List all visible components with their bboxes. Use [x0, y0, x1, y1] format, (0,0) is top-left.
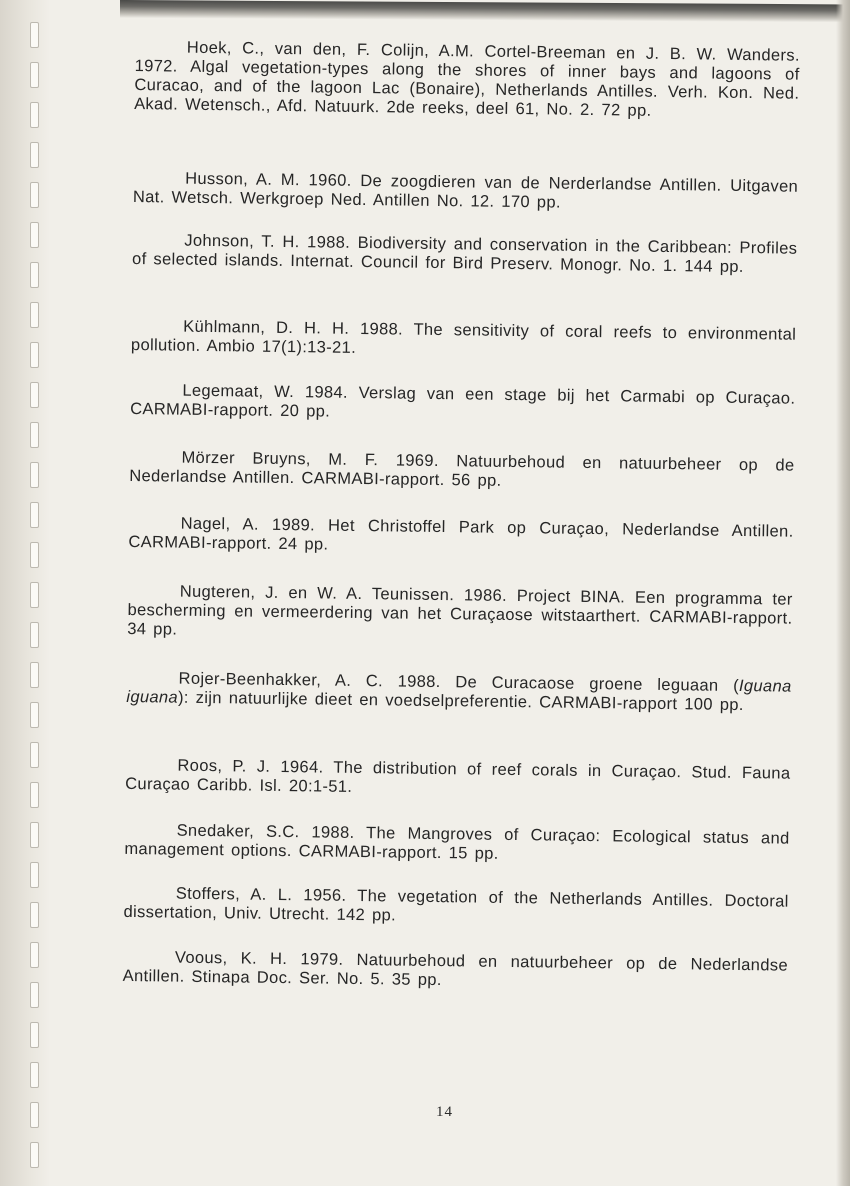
binding-ring	[30, 542, 39, 568]
binding-ring	[30, 622, 39, 648]
binding-ring	[30, 742, 39, 768]
reference-entry: Hoek, C., van den, F. Colijn, A.M. Cortel-Breeman en J. B. W. Wanders. 1972. Algal vegetation-types along the shores of inner bays and lagoons of Curacao, and of the lagoon Lac (Bonaire), Netherlands Antilles. Verh. Kon. Ned. Akad. Wetensch., Afd. Natuurk. 2de reeks, deel 61, No. 2. 72 pp.	[134, 38, 800, 120]
binding-ring	[30, 182, 39, 208]
binding-ring	[30, 662, 39, 688]
reference-entry	[126, 669, 791, 716]
reference-entry: Nugteren, J. en W. A. Teunissen. 1986. Project BINA. Een programma ter bescherming en vermeerdering van het Curaçaose witstaarthert. CARMABI-rapport. 34 pp.	[127, 582, 793, 639]
binding-ring	[30, 102, 39, 128]
reference-entry: Roos, P. J. 1964. The distribution of reef corals in Curaçao. Stud. Fauna Curaçao Caribb. Isl. 20:1-51.	[125, 756, 791, 796]
species-name: Iguana iguana	[126, 676, 792, 707]
reference-entry: Husson, A. M. 1960. De zoogdieren van de Nerderlandse Antillen. Uitgaven Nat. Wetsch. Werkgroep Ned. Antillen No. 12. 170 pp.	[132, 169, 799, 212]
reference-entry: Mörzer Bruyns, M. F. 1969. Natuurbehoud en natuurbeheer op de Nederlandse Antillen. CARMABI-rapport. 56 pp.	[129, 448, 795, 490]
reference-entry: Voous, K. H. 1979. Natuurbehoud en natuurbeheer op de Nederlandse Antillen. Stinapa Doc. Ser. No. 5. 35 pp.	[122, 948, 789, 990]
reference-entry: Legemaat, W. 1984. Verslag van een stage bij het Carmabi op Curaçao. CARMABI-rapport. 20 pp.	[130, 381, 796, 421]
binding-ring	[30, 62, 39, 88]
binding-ring	[30, 1022, 39, 1048]
binding-ring	[30, 142, 39, 168]
binding-ring	[30, 382, 39, 408]
reference-entry: Nagel, A. 1989. Het Christoffel Park op Curaçao, Nederlandse Antillen. CARMABI-rapport. 24 pp.	[128, 514, 794, 554]
binding-ring	[30, 822, 39, 848]
reference-entry: Stoffers, A. L. 1956. The vegetation of the Netherlands Antilles. Doctoral dissertation, Univ. Utrecht. 142 pp.	[123, 884, 789, 925]
binding-ring	[30, 22, 39, 48]
reference-text: Rojer-Beenhakker, A. C. 1988. De Curacaose groene leguaan (	[178, 669, 740, 695]
binding-ring	[30, 862, 39, 888]
binding-ring	[30, 262, 39, 288]
spiral-binding	[0, 0, 50, 1186]
reference-entry: Kühlmann, D. H. H. 1988. The sensitivity of coral reefs to environmental pollution. Ambio 17(1):13-21.	[130, 317, 797, 357]
binding-ring	[30, 942, 39, 968]
reference-entry: Snedaker, S.C. 1988. The Mangroves of Curaçao: Ecological status and management options. CARMABI-rapport. 15 pp.	[124, 821, 790, 863]
binding-ring	[30, 1142, 39, 1168]
page-top-shadow	[120, 0, 850, 22]
page-right-edge	[836, 0, 850, 1186]
reference-text: ): zijn natuurlijke dieet en voedselpreferentie. CARMABI-rapport 100 pp.	[177, 688, 744, 715]
reference-list	[122, 38, 800, 990]
binding-ring	[30, 342, 39, 368]
binding-ring	[30, 1062, 39, 1088]
binding-ring	[30, 782, 39, 808]
binding-ring	[30, 982, 39, 1008]
binding-ring	[30, 902, 39, 928]
binding-ring	[30, 502, 39, 528]
binding-ring	[30, 702, 39, 728]
binding-ring	[30, 582, 39, 608]
binding-ring	[30, 1102, 39, 1128]
binding-ring	[30, 462, 39, 488]
binding-ring	[30, 222, 39, 248]
page-number: 14	[436, 1104, 453, 1120]
reference-entry: Johnson, T. H. 1988. Biodiversity and conservation in the Caribbean: Profiles of selected islands. Internat. Council for Bird Preserv. Monogr. No. 1. 144 pp.	[131, 231, 798, 276]
binding-ring	[30, 302, 39, 328]
binding-ring	[30, 422, 39, 448]
